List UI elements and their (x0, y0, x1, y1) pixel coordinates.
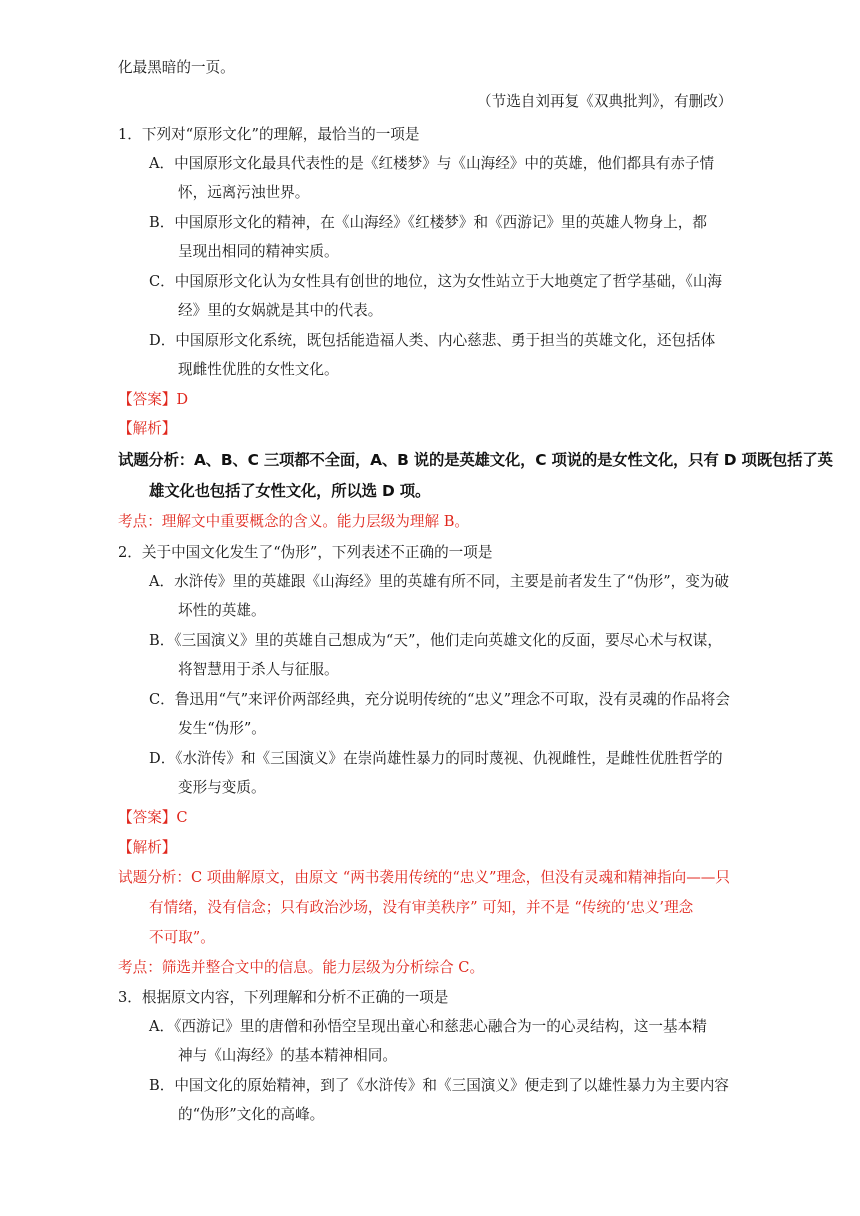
q2-analysis-text-cont: 有情绪，没有信念；只有政治沙场，没有审美秩序” 可知，并不是 “传统的‘忠义’理念 (149, 899, 694, 916)
q1-exam-point: 考点：理解文中重要概念的含义。能力层级为理解 B。 (118, 513, 470, 530)
q1-option-c-cont: 经》里的女娲就是其中的代表。 (178, 302, 383, 319)
q2-option-d: D．《水浒传》和《三国演义》在崇尚雄性暴力的同时蔑视、仇视雌性，是雌性优胜哲学的 (149, 750, 723, 767)
q1-analysis-text-cont: 雄文化也包括了女性文化，所以选 D 项。 (149, 482, 431, 500)
q2-option-a-cont: 坏性的英雄。 (178, 602, 266, 619)
q1-stem: 1．下列对“原形文化”的理解，最恰当的一项是 (118, 126, 420, 143)
q1-option-d: D．中国原形文化系统，既包括能造福人类、内心慈悲、勇于担当的英雄文化，还包括体 (149, 332, 716, 349)
q1-option-b: B．中国原形文化的精神，在《山海经》《红楼梦》和《西游记》里的英雄人物身上，都 (149, 214, 707, 231)
q2-analysis-text: 试题分析：C 项曲解原文，由原文 “两书袭用传统的“忠义”理念，但没有灵魂和精神指向——只 (118, 869, 730, 886)
q1-option-b-cont: 呈现出相同的精神实质。 (178, 243, 339, 260)
q2-option-b-cont: 将智慧用于杀人与征服。 (178, 661, 339, 678)
q2-option-a: A．水浒传》里的英雄跟《山海经》里的英雄有所不同，主要是前者发生了“伪形”，变为破 (149, 573, 730, 590)
q1-answer: 【答案】D (118, 391, 189, 408)
source-citation: （节选自刘再复《双典批判》，有删改） (477, 93, 733, 110)
q2-exam-point: 考点：筛选并整合文中的信息。能力层级为分析综合 C。 (118, 959, 485, 976)
q1-option-c: C．中国原形文化认为女性具有创世的地位，这为女性站立于大地奠定了哲学基础，《山海 (149, 273, 723, 290)
q3-option-b: B．中国文化的原始精神，到了《水浒传》和《三国演义》便走到了以雄性暴力为主要内容 (149, 1077, 729, 1094)
q1-analysis-heading: 【解析】 (118, 420, 177, 437)
intro-line: 化最黑暗的一页。 (118, 59, 235, 76)
q2-option-c-cont: 发生“伪形”。 (178, 720, 266, 737)
q2-option-b: B．《三国演义》里的英雄自己想成为“天”，他们走向英雄文化的反面，要尽心术与权谋， (149, 632, 722, 649)
q1-analysis-text: 试题分析：A、B、C 三项都不全面，A、B 说的是英雄文化，C 项说的是女性文化，只有 D 项既包括了英 (118, 451, 833, 469)
q1-option-d-cont: 现雌性优胜的女性文化。 (178, 361, 339, 378)
q2-stem: 2．关于中国文化发生了“伪形”，下列表述不正确的一项是 (118, 544, 493, 561)
q2-answer: 【答案】C (118, 809, 188, 826)
q3-option-a: A．《西游记》里的唐僧和孙悟空呈现出童心和慈悲心融合为一的心灵结构，这一基本精 (149, 1018, 707, 1035)
q3-option-a-cont: 神与《山海经》的基本精神相同。 (178, 1047, 397, 1064)
q2-analysis-heading: 【解析】 (118, 839, 177, 856)
q2-option-d-cont: 变形与变质。 (178, 779, 266, 796)
q3-stem: 3．根据原文内容，下列理解和分析不正确的一项是 (118, 989, 449, 1006)
q1-option-a-cont: 怀，远离污浊世界。 (178, 184, 310, 201)
q1-option-a: A．中国原形文化最具代表性的是《红楼梦》与《山海经》中的英雄，他们都具有赤子情 (149, 155, 715, 172)
q2-option-c: C．鲁迅用“气”来评价两部经典，充分说明传统的“忠义”理念不可取，没有灵魂的作品将会 (149, 691, 730, 708)
q3-option-b-cont: 的“伪形”文化的高峰。 (178, 1106, 325, 1123)
q2-analysis-text-cont2: 不可取”。 (149, 929, 215, 946)
